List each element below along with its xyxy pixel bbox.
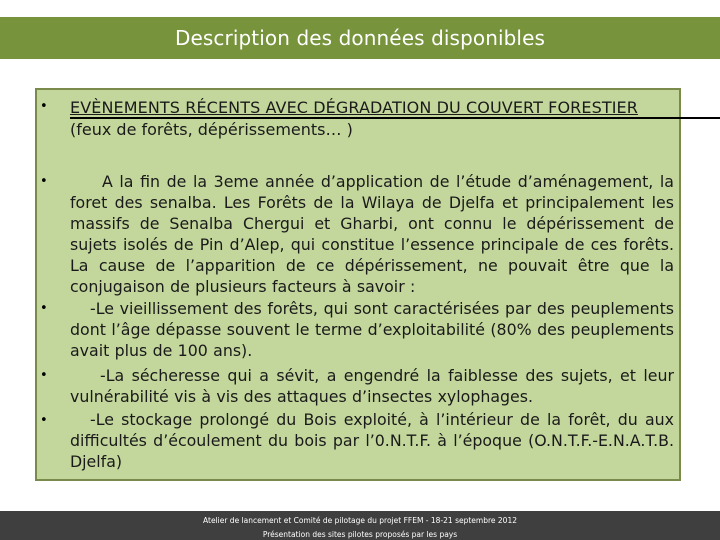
title-bar — [0, 17, 720, 59]
bullet-marker: • — [40, 368, 48, 383]
bullet-marker: • — [40, 99, 48, 114]
heading-main-text: EVÈNEMENTS RÉCENTS AVEC DÉGRADATION DU COUVERT FORESTIER — [70, 98, 638, 117]
paragraph-3: -La sécheresse qui a sévit, a engendré la faiblesse des sujets, et leur vulnérabilité vis à vis des attaques d’insectes xylophages. — [70, 366, 674, 406]
bullet-marker: • — [40, 413, 48, 428]
slide-title: Description des données disponibles — [174, 26, 546, 50]
bullet-marker: • — [40, 301, 48, 316]
paragraph-4: -Le stockage prolongé du Bois exploité, à l’intérieur de la forêt, du aux difficultés d’écoulement du bois par l’0.N.T.F. à l’époque (O.N.T.F.-E.N.A.T.B. Djelfa) — [70, 410, 674, 471]
bullet-marker: • — [40, 174, 48, 189]
heading-underline-rule — [70, 117, 720, 119]
heading-subtext: (feux de forêts, dépérissements… ) — [70, 120, 353, 139]
footer-subtitle-text: Présentation des sites pilotes proposés par les pays — [262, 530, 458, 539]
footer-event-text: Atelier de lancement et Comité de pilotage du projet FFEM - 18-21 septembre 2012 — [203, 516, 517, 525]
paragraph-2: -Le vieillissement des forêts, qui sont caractérisées par des peuplements dont l’âge dépasse souvent le terme d’exploitabilité (80% des peuplements avait plus de 100 ans). — [70, 299, 674, 360]
section-heading — [70, 97, 680, 141]
paragraph-1: A la fin de la 3eme année d’application de l’étude d’aménagement, la foret des senalba. Les Forêts de la Wilaya de Djelfa et principalement les massifs de Senalba Chergui et Gharbi, ont connu le dépérissement de sujets isolés de Pin d’Alep, qui constitue l’essence principale de ces forêts. La cause de l’apparition de ce dépérissement, ne pouvait être que la conjugaison de plusieurs facteurs à savoir : — [70, 172, 674, 296]
